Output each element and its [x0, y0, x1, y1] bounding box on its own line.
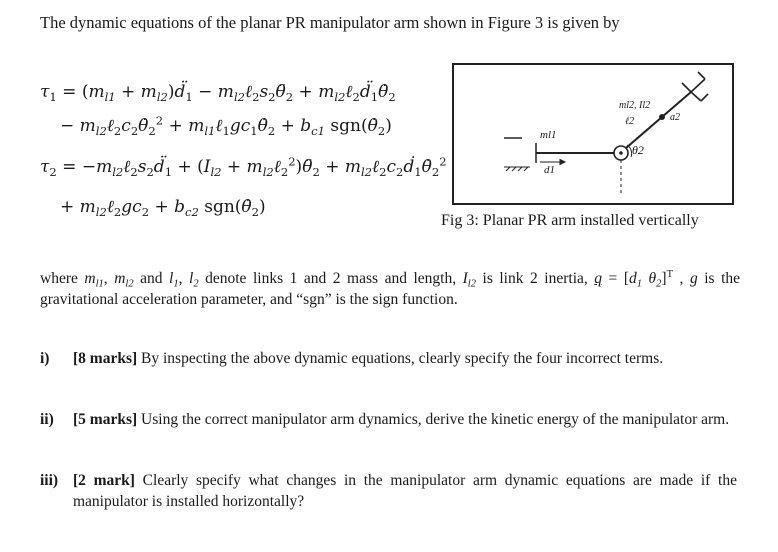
figure-3-diagram	[452, 63, 734, 205]
equation-tau2-line1: $\tau_2$ = $-m_{l2}\ell_2s_2d̈_1 + (I_{l2}$ + $m_{l2}\ell_2^2)\thetä_2$ + $m_{l2}\ell_2c_2ḋ_1\thetȧ_2^2$	[40, 154, 447, 180]
question-1-marks: [8 marks]	[73, 350, 138, 367]
question-3-text: Clearly specify what changes in the manipulator arm dynamic equations are made if the manipulator is installed horizontally?	[73, 472, 737, 510]
question-2-text: Using the correct manipulator arm dynamics, derive the kinetic energy of the manipulator arm.	[141, 411, 730, 428]
question-3	[40, 470, 737, 512]
question-3-marks: [2 mark]	[73, 472, 135, 489]
question-2-marks: [5 marks]	[73, 411, 138, 428]
label-l2: ℓ2	[625, 116, 635, 127]
label-d1: d1	[544, 164, 555, 176]
ground-hatch	[504, 167, 530, 171]
where-paragraph: where $m_{l1}$, $m_{l2}$ and $l_1$, $l_2$ denote links 1 and 2 mass and length, $I_{l2}$ is link 2 inertia, $q = [d_1$ $\theta_2]^T$ , g is the gravitational acceleration parameter, and “sgn” is the sign function.	[40, 269, 741, 308]
label-m-l1: ml1	[540, 129, 557, 141]
question-2	[40, 409, 737, 430]
label-a2: a2	[670, 112, 680, 123]
label-m-l2: ml2, Il2	[619, 100, 651, 111]
question-3-number: iii)	[40, 472, 59, 489]
label-theta2: θ2	[632, 143, 644, 157]
equation-tau2-line2: + $m_{l2}\ell_2gc_2 + b_{c2}$ $sgn(\thetȧ_2)$	[60, 197, 266, 220]
figure-caption: Fig 3: Planar PR arm installed vertically	[441, 212, 699, 229]
question-1	[40, 348, 737, 369]
link2-mass-point	[659, 114, 665, 120]
intro-text: The dynamic equations of the planar PR manipulator arm shown in Figure 3 is given by	[40, 13, 620, 32]
question-1-text: By inspecting the above dynamic equations, clearly specify the four incorrect terms.	[141, 350, 664, 367]
equation-tau1-line2: − $m_{l2}\ell_2c_2\thetȧ_2^2$ + $m_{l1}\ell_1gc_1\thetȧ_2 + b_{c1}$ $sgn(\thetȧ_2)$	[60, 113, 392, 139]
equation-tau1-line1: $\tau_1 = (m_{l1}$ + $m_{l2})d̈_1$ − $m_{l2}\ell_2s_2\thetä_2$ + $m_{l2}\ell_2d̈_1\thetȧ_2$	[40, 82, 396, 105]
question-1-number: i)	[40, 350, 50, 367]
question-2-number: ii)	[40, 411, 54, 428]
